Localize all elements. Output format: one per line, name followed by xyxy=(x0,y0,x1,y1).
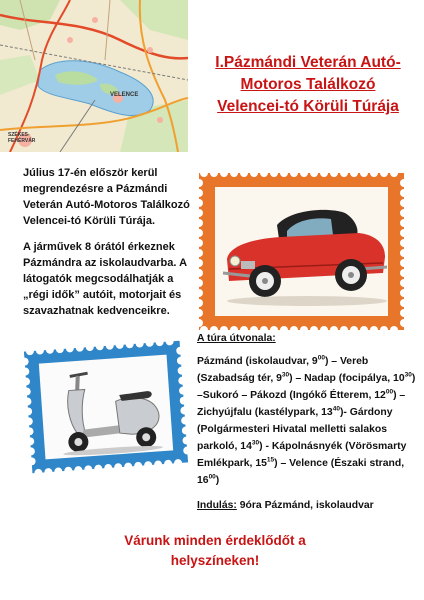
map-label-szekesfehervar: SZÉKES-FEHÉRVÁR xyxy=(8,132,36,144)
route-stop: Velence (Északi strand, $16^{00}$) xyxy=(197,458,405,486)
route-stops xyxy=(197,353,421,489)
vintage-scooter-stamp xyxy=(20,340,192,475)
page-title xyxy=(194,52,422,118)
map-label-velence: VELENCE xyxy=(110,92,139,98)
tour-route xyxy=(197,330,421,514)
departure xyxy=(197,497,421,514)
closing-line-1: Várunk minden érdeklődőt a xyxy=(124,533,306,548)
route-stop: Pázmánd (iskolaudvar, $9^{00}$) – xyxy=(197,354,340,367)
title-line-1: I.Pázmándi Veterán Autó- xyxy=(215,54,401,71)
departure-label: Indulás: xyxy=(197,500,237,511)
route-heading: A túra útvonala: xyxy=(197,333,276,344)
vintage-car-stamp xyxy=(199,173,404,330)
closing-line-2: helyszíneken! xyxy=(170,553,260,568)
route-map xyxy=(0,0,188,152)
route-stop: Kápolnásnyék (Vörösmarty Emlékpark, $15^{15}$) – xyxy=(197,441,407,469)
title-line-2: Motoros Találkozó xyxy=(240,76,376,93)
title-line-3: Velencei-tó Körüli Túrája xyxy=(217,98,399,115)
route-stop: Sukoró – Pákozd (Ingókő Étterem, $12^{00}$) – xyxy=(202,388,406,401)
intro-paragraph-2: A járművek 8 órától érkeznek Pázmándra az iskolaudvarba. A látogatók megcsodálhatják a „régi idők” autóit, motorjait és szavazhatnak kedvenceikre. xyxy=(23,241,187,317)
closing-invitation xyxy=(60,531,370,571)
departure-text: 9óra Pázmánd, iskolaudvar xyxy=(236,500,374,511)
route-stop: Zichyújfalu (kastélypark, $13^{40})-$ xyxy=(197,405,350,418)
route-stop: Vereb (Szabadság tér, $9^{30}$) – xyxy=(197,356,369,384)
route-stop: Gárdony (Polgármesteri Hivatal melletti salakos parkoló, $14^{30}$) - xyxy=(197,407,393,452)
intro-paragraph-1: Július 17-én először kerül megrendezésre a Pázmándi Veterán Autó-Motoros Találkozó Velencei-tó Körüli Túrája. xyxy=(23,167,190,227)
intro-text xyxy=(23,165,195,329)
route-stop: Nadap (focipálya, $10^{30}$) – xyxy=(197,371,416,401)
